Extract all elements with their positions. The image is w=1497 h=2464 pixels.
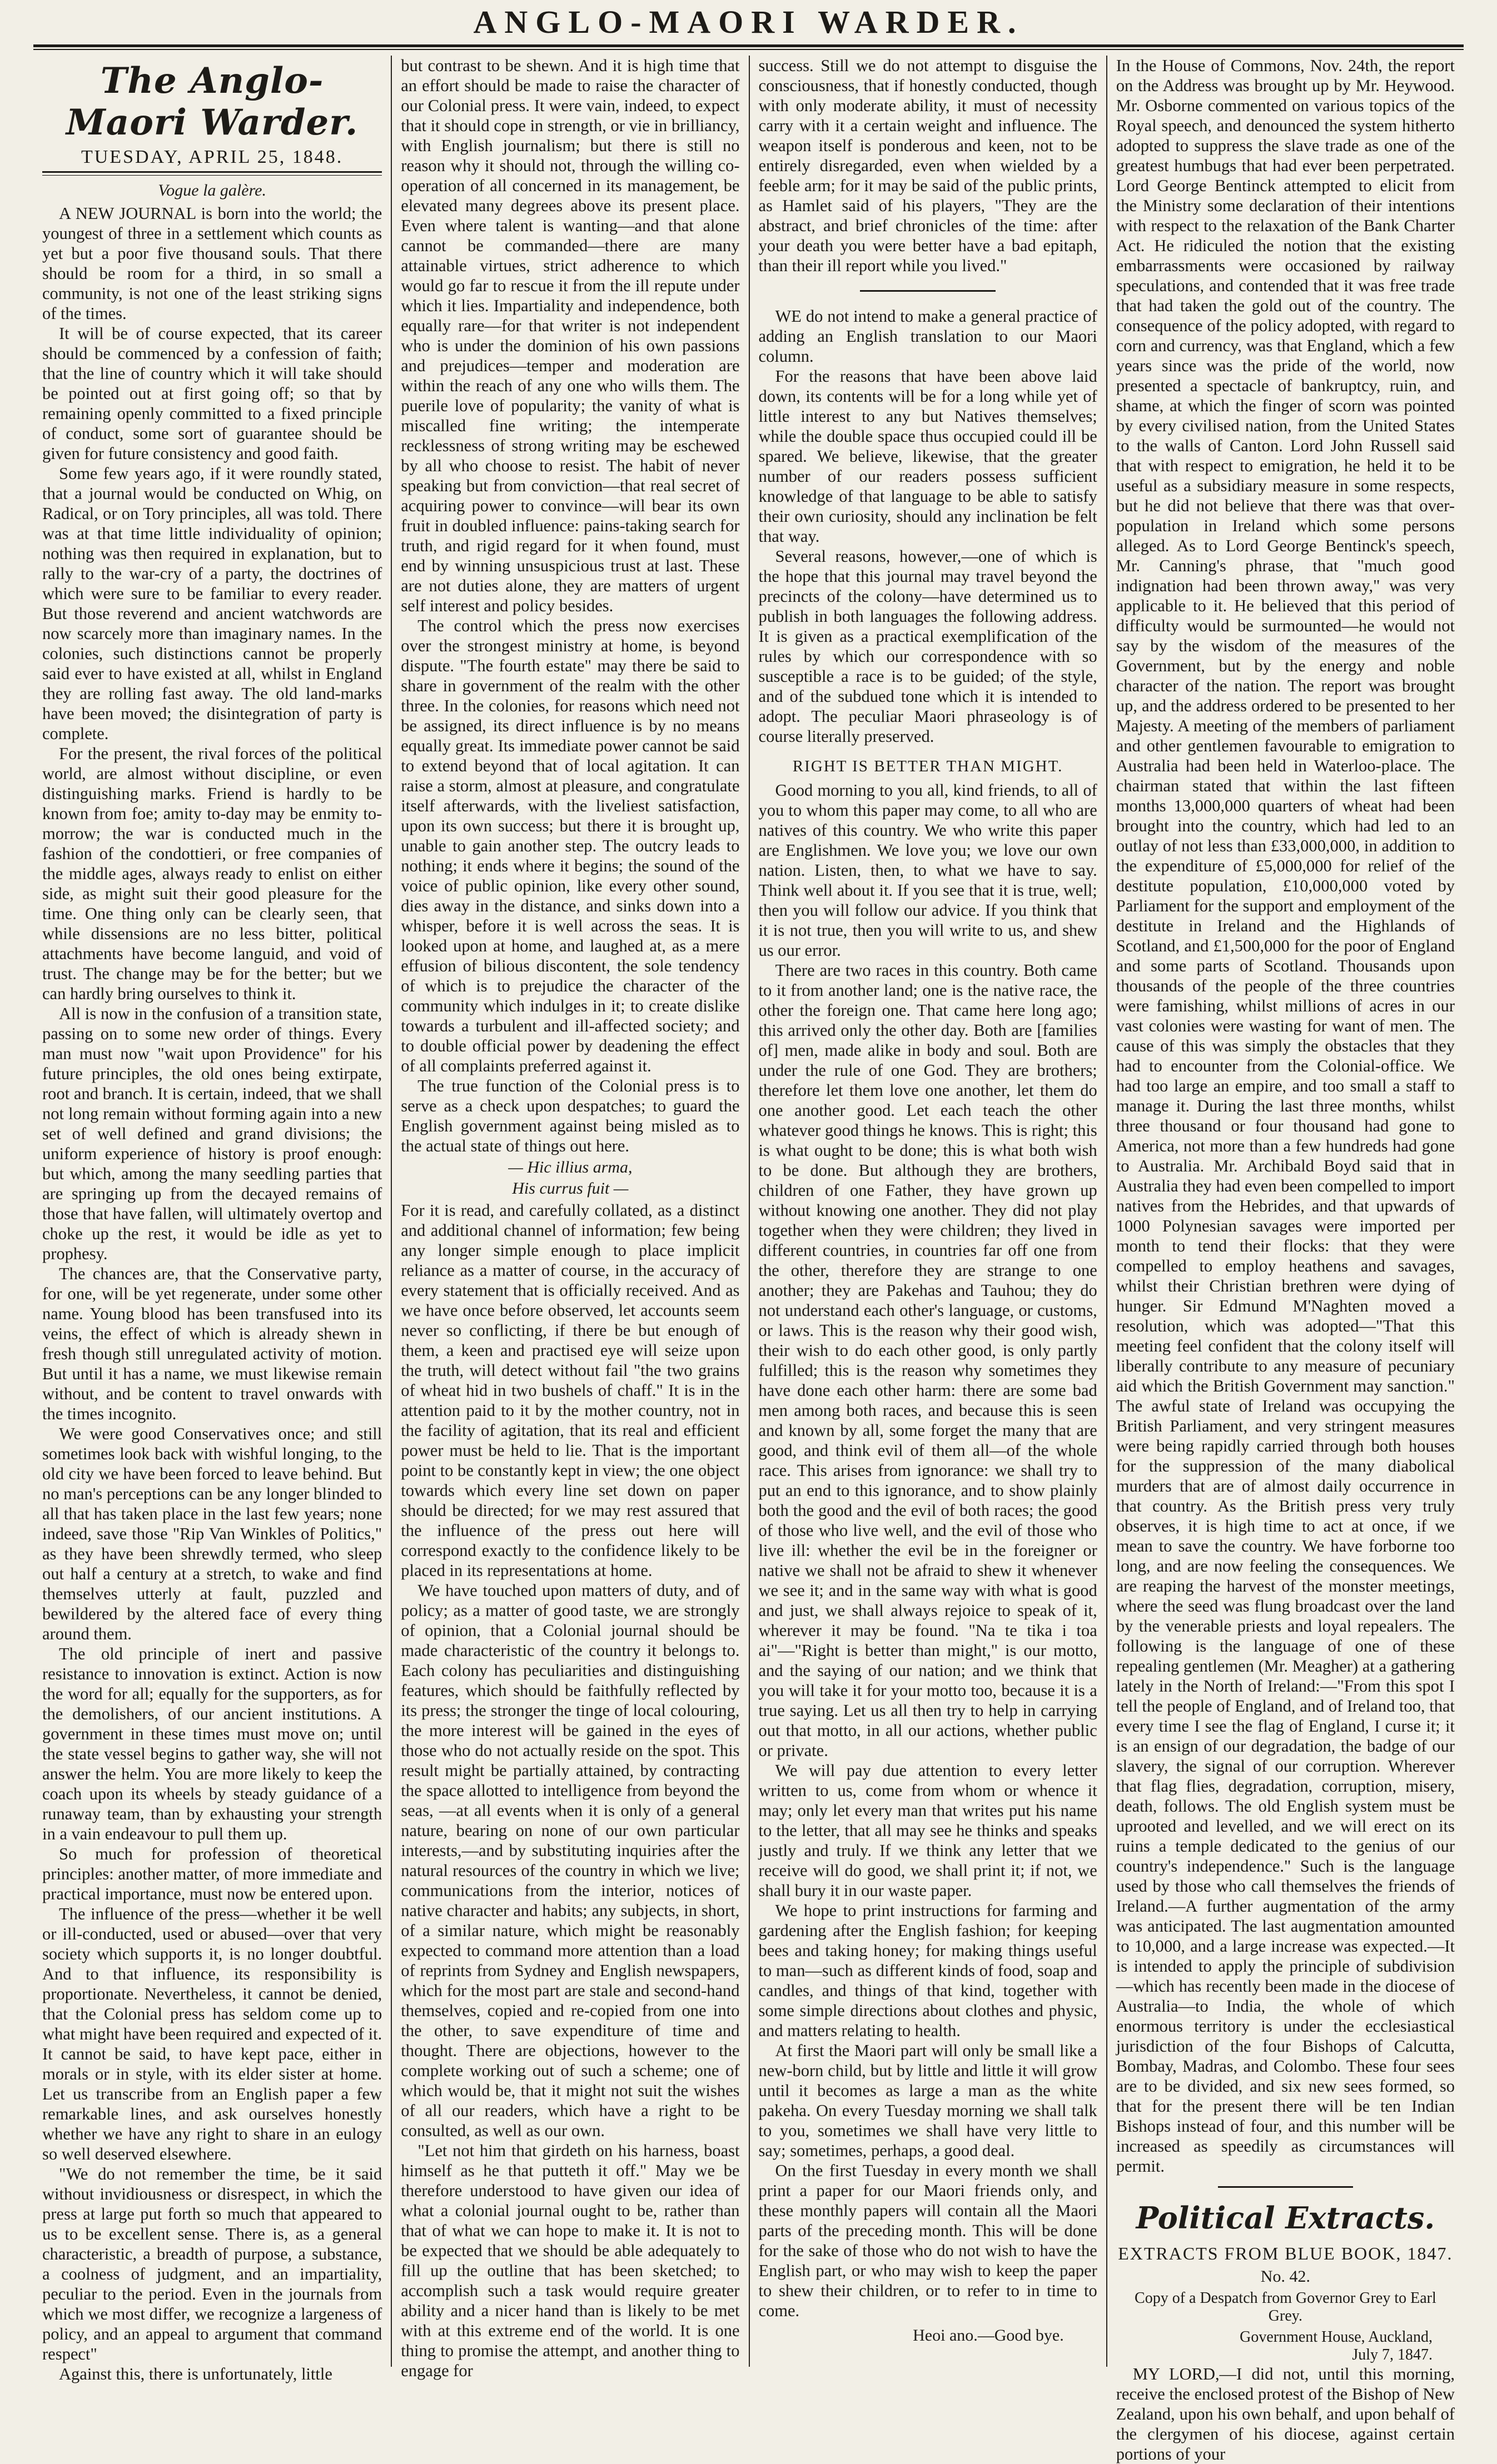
paragraph: "Let not him that girdeth on his harness, boast himself as he that putteth it off." May we be therefore understood to have given our idea of what a colonial journal ought to be, rather than that of what we can hope to make it. It is not to be expected that we should be able adequately to fill up the outline that has been sketched; to accomplish such a task would require greater ability and a nicer hand than is likely to be met with at this extreme end of the world. It is one thing to promise the attempt, and another thing to engage for (401, 2141, 740, 2380)
paragraph: So much for profession of theoretical principles: another matter, of more immediate and practical importance, must now be entered upon. (42, 1844, 382, 1903)
paragraph: All is now in the confusion of a transition state, passing on to some new order of things. Every man must now "wait upon Providence" for his future principles, the old ones being extirpate, root and branch. It is certain, indeed, that we shall not long remain without forming again into a new set of well defined and grand divisions; the uniform experience of history is proof enough: but which, among the many seedling parties that are springing up from the decayed remains of those that have fallen, will ultimately overtop and choke up the rest, it would be idle as yet to prophesy. (42, 1004, 382, 1263)
paragraph: "We do not remember the time, be it said without invidiousness or disrespect, in which the press at large put forth so much that appeared to us to be excellent sense. There is, as a general characteristic, a breadth of purpose, a substance, a coolness of judgment, and an impartiality, peculiar to the period. Even in the journals from which we most differ, we recognize a largeness of policy, and an appeal to argument that command respect" (42, 2164, 382, 2363)
paragraph: The true function of the Colonial press is to serve as a check upon despatches; to guard the English government against being misled as to the actual state of things out here. (401, 1076, 740, 1155)
document-date: July 7, 1847. (1352, 2346, 1433, 2363)
column-1 (33, 56, 391, 2383)
paragraph: The control which the press now exercises over the strongest ministry at home, is beyond dispute. "The fourth estate" may there be said to share in government of the realm with the other three. In the colonies, for reasons which need not be assigned, its direct influence is by no means equally great. Its immediate power cannot be said to extend beyond that of local agitation. It can raise a storm, almost at pleasure, and congratulate itself afterwards, with the liveliest satisfaction, upon its own success; but there it is brought up, unable to gain another step. The outcry leads to nothing; it ends where it begins; the sound of the voice of public opinion, like every other sound, dies away in the distance, and sinks down into a whisper, before it is well across the seas. It is looked upon at home, and laughed at, as a mere effusion of bilious discontent, the sole tendency of which is to prejudice the character of the community which indulges in it; to create dislike towards a turbulent and ill-affected society; and to double official power by deadening the effect of all complaints preferred against it. (401, 616, 740, 1075)
paragraph: A NEW JOURNAL is born into the world; the youngest of three in a settlement which counts as yet but a poor five thousand souls. That there should be room for a third, in so small a community, is not one of the least striking signs of the times. (42, 204, 382, 323)
document-description: Copy of a Despatch from Governor Grey to Earl Grey. (1135, 2290, 1436, 2325)
paragraph: We will pay due attention to every letter written to us, come from whom or whence it may; only let every man that writes put his name to the letter, that all may see he thinks and speaks justly and truly. If we think any letter that we receive will do good, we shall print it; if not, we shall bury it in our waste paper. (758, 1761, 1097, 1900)
paragraph: We hope to print instructions for farming and gardening after the English fashion; for keeping bees and taking honey; for making things useful to man—such as different kinds of food, soap and candles, and things of that kind, together with some simple directions about clothes and physic, and matters relating to health. (758, 1901, 1097, 2040)
paragraph: The old principle of inert and passive resistance to innovation is extinct. Action is now the word for all; equally for the supporters, as for the demolishers, of our ancient institutions. A government in these times must move on; until the state vessel begins to gather way, she will not answer the helm. You are more likely to keep the coach upon its wheels by steady guidance of a runaway team, than by exhausting your strength in a vain endeavour to pull them up. (42, 1644, 382, 1843)
paragraph: The influence of the press—whether it be well or ill-conducted, used or abused—over that very society which supports it, is no longer doubtful. And to that influence, its responsibility is proportionate. Nevertheless, it cannot be denied, that the Colonial press has seldom come up to what might have been required and expected of it. It cannot be said, to have kept pace, either in morals or in style, with its elder sister at home. Let us transcribe from an English paper a few remarkable lines, and ask ourselves honestly whether we have any right to share in an eulogy so well deserved elsewhere. (42, 1904, 382, 2163)
running-header: ANGLO-MAORI WARDER. (473, 4, 1024, 40)
issue-date: TUESDAY, APRIL 25, 1848. (81, 147, 344, 167)
header-rule (33, 44, 1464, 50)
paragraph: On the first Tuesday in every month we shall print a paper for our Maori friends only, and these monthly papers will contain all the Maori parts of the preceding month. This will be done for the sake of those who do not wish to have the English part, or who may wish to keep the paper to shew their children, or to refer to in time to come. (758, 2161, 1097, 2320)
paragraph: Some few years ago, if it were roundly stated, that a journal would be conducted on Whig, on Radical, or on Tory principles, all was told. There was at that time little individuality of opinion; nothing was then required in explanation, but to rally to the war-cry of a party, the doctrines of which were sure to be familiar to every reader. But those reverend and ancient watchwords are now scarcely more than imaginary names. In the colonies, such distinctions cannot be properly said ever to have existed at all, whilst in England they are rolling fast away. The old land-marks have been moved; the disintegration of party is complete. (42, 464, 382, 743)
document-address: Government House, Auckland, (1240, 2328, 1433, 2346)
section-divider (860, 290, 996, 292)
paragraph: For the reasons that have been above laid down, its contents will be for a long while yet of little interest to any but Natives themselves; while the double space thus occupied could ill be spared. We believe, likewise, that the greater number of our readers possess sufficient knowledge of that language to be able to satisfy their own curiosity, should any inclination be felt that way. (758, 367, 1097, 546)
paragraph: There are two races in this country. Both came to it from another land; one is the native race, the other the foreign one. That came here long ago; this arrived only the other day. Both are [families of] men, made alike in body and soul. Both are under the rule of one God. They are brothers; therefore let them love one another, let them do one another good. Let each teach the other whatever good things he knows. This is right; this is what ought to be done; this is what both wish to be done. But although they are brothers, children of one Father, they have grown up without knowing one another. They did not play together when they were children; they lived in different countries, in countries far off one from the other, therefore they are strange to one another; they are Pakehas and Tauhou; they do not understand each other's language, or customs, or laws. This is the reason why their good wish, their wish to do each other good, is only partly fulfilled; this is the reason why sometimes they have done each other harm: there are some bad men among both races, and because this is seen and known by all, some forget the many that are good, and think evil of them all—of the whole race. This arises from ignorance: we shall try to put an end to this ignorance, and to show plainly both the good and the evil of both races; the good of those who live well, and the evil of those who live ill: whether the evil be in the foreigner or native we shall not be afraid to shew it whenever we see it; and in the same way with what is good and just, we shall always rejoice to speak of it, wherever it may be found. "Na te tika i toa ai"—"Right is better than might," is our motto, and the saying of our nation; and we think that you will take it for your motto too, because it is a true saying. Let us all then try to help in carrying out that motto, in all our actions, whether public or private. (758, 961, 1097, 1760)
paragraph: Several reasons, however,—one of which is the hope that this journal may travel beyond the precincts of the colony—have determined us to publish in both languages the following address. It is given as a practical exemplification of the rules by which our correspondence with so susceptible a race is to be guided; of the style, and of the subdued tone which it is intended to adopt. The peculiar Maori phraseology is of course literally preserved. (758, 547, 1097, 746)
paragraph: At first the Maori part will only be small like a new-born child, but by little and little it will grow until it becomes as large a man as the white pakeha. On every Tuesday morning we shall talk to you, sometimes we shall have very little to say; sometimes, perhaps, a good deal. (758, 2041, 1097, 2160)
paragraph: In the House of Commons, Nov. 24th, the report on the Address was brought up by Mr. Heywood. Mr. Osborne commented on various topics of the Royal speech, and denounced the system hitherto adopted to suppress the slave trade as one of the greatest humbugs that had ever been perpetrated. Lord George Bentinck attempted to elicit from the Ministry some declaration of their intentions with respect to the relaxation of the Bank Charter Act. He ridiculed the notion that the existing embarrassments were occasioned by railway speculations, and contended that it was free trade that had taken the gold out of the country. The consequence of the policy adopted, with regard to corn and currency, was that England, which a few years since was the pride of the world, now presented a spectacle of bankruptcy, ruin, and shame, at which the finger of scorn was pointed by every civilised nation, from the United States to the walls of Canton. Lord John Russell said that with respect to emigration, he held it to be useful as a subsidiary measure in some respects, but he did not believe that there was that over-population in Ireland which some persons alleged. As to Lord George Bentinck's speech, Mr. Canning's phrase, that "much good indignation had been thrown away," was very applicable to it. He believed that this period of difficulty would be surmounted—he would not say by the wisdom of the measures of the Government, but by the energy and noble character of the nation. The report was brought up, and the address ordered to be presented to her Majesty. A meeting of the members of parliament and other gentlemen favourable to emigration to Australia had been held in Waterloo-place. The chairman stated that within the last fifteen months 13,000,000 quarters of wheat had been brought into the country, which had led to an outlay of not less than £33,000,000, in addition to the expenditure of £5,000,000 for relief of the destitute population, £10,000,000 voted by Parliament for the support and employment of the destitute in Ireland and the Highlands of Scotland, and £1,500,000 for the poor of England and some parts of Scotland. Thousands upon thousands of the people of the three countries were famishing, whilst millions of acres in our vast colonies were wasting for want of men. The cause of this was simply the obstacles that they had to encounter from the Colonial-office. We had too large an empire, and too small a staff to manage it. During the last three months, whilst three thousand or four thousand had gone to America, not more than a few hundreds had gone to Australia. Mr. Archibald Boyd said that in Australia they had even been compelled to import natives from the Hebrides, and that upwards of 1000 Polynesian savages were imported per month to tend their flocks: that they were compelled to employ heathens and savages, whilst their Christian brethren were dying of hunger. Sir Edmund M'Naghten moved a resolution, which was adopted—"That this meeting feel confident that the colony itself will liberally contribute to any measure of pecuniary aid which the British Government may sanction." The awful state of Ireland was occupying the British Parliament, and very stringent measures were being rapidly carried through both houses for the suppression of the many diabolical murders that are of almost daily occurrence in that country. As the British press very truly observes, it is high time to act at once, if we mean to save the country. We have forborne too long, and are now feeling the consequences. We are reaping the harvest of the monster meetings, where the seed was flung broadcast over the land by the venerable priests and loyal repealers. The following is the language of one of these repealing gentlemen (Mr. Meagher) at a gathering lately in the North of Ireland:—"From this spot I tell the people of England, and of Ireland too, that every time I see the flag of England, I curse it; it is an ensign of our degradation, the badge of our slavery, the signal of our corruption. Wherever that flag flies, degradation, corruption, misery, death, follows. The old English system must be uprooted and levelled, and we will erect on its ruins a temple dedicated to the genius of our country's independence." Such is the language used by those who call themselves the friends of Ireland.—A further augmentation of the army was anticipated. The last augmentation amounted to 10,000, and a large increase was expected.—It is intended to apply the principle of subdivision—which has recently been made in the diocese of Australia—to India, the whole of which enormous territory is under the ecclesiastical jurisdiction of the four Bishops of Calcutta, Bombay, Madras, and Colombo. These four sees are to be divided, and six new sees formed, so that for the present there will be ten Indian Bishops instead of four, and this number will be increased as speedily as circumstances will permit. (1116, 56, 1455, 2176)
column-1-body (42, 203, 382, 2384)
latin-quote-line: His currus fuit — (512, 1179, 629, 1198)
document-number: No. 42. (1260, 2267, 1310, 2286)
section-heading: Political Extracts. (1136, 2200, 1435, 2236)
paragraph: Good morning to you all, kind friends, to all of you to whom this paper may come, to all who are natives of this country. We who write this paper are Englishmen. We love you; we love our own nation. Listen, then, to what we have to say. Think well about it. If you see that it is true, well; then you will follow our advice. If you think that it is not true, then you will write to us, and shew us our error. (758, 781, 1097, 960)
paragraph: success. Still we do not attempt to disguise the consciousness, that if honestly conducted, though with only moderate ability, it must of necessity carry with it a certain weight and influence. The weapon itself is ponderous and keen, not to be entirely disregarded, even when wielded by a feeble arm; for it may be said of the public prints, as Hamlet said of his players, "They are the abstract, and brief chronicles of the time: after your death you were better have a bad epitaph, than their ill report while you lived." (758, 56, 1097, 275)
paragraph: It will be of course expected, that its career should be commenced by a confession of faith; that the line of country which it will take should be pointed out at first going off; so that by remaining openly committed to a fixed principle of conduct, some sort of guarantee should be given for future consistency and good faith. (42, 324, 382, 463)
motto: Vogue la galère. (158, 181, 266, 199)
paper-title: The Anglo-Maori Warder. (66, 60, 359, 143)
column-3 (749, 56, 1106, 2367)
signoff: Heoi ano.—Good bye. (913, 2326, 1064, 2345)
extract-title: EXTRACTS FROM BLUE BOOK, 1847. (1118, 2243, 1453, 2263)
paragraph: We were good Conservatives once; and still sometimes look back with wishful longing, to the old city we have been forced to leave behind. But no man's perceptions can be any longer blinded to all that has taken place in the last few years; none indeed, save those "Rip Van Winkles of Politics," as they have been shrewdly termed, who sleep out half a century at a stretch, to wake and find themselves utterly at fault, puzzled and bewildered by the altered face of every thing around them. (42, 1424, 382, 1643)
paragraph: For it is read, and carefully collated, as a distinct and additional channel of information; few being any longer simple enough to place implicit reliance as a matter of course, in the accuracy of every statement that is officially received. And as we have once before observed, let accounts seem never so conflicting, if there be but enough of them, a keen and practised eye will seize upon the truth, will detect without fail "the two grains of wheat hid in two bushels of chaff." It is in the attention paid to it by the mother country, not in the facility of agitation, that its real and efficient power must be held to lie. That is the important point to be constantly kept in view; the one object towards which every line set down on paper should be directed; for we may rest assured that the influence of the press out here will correspond exactly to the confidence likely to be placed in its representations at home. (401, 1201, 740, 1580)
article-heading: RIGHT IS BETTER THAN MIGHT. (792, 757, 1063, 775)
paragraph: Against this, there is unfortunately, little (59, 2365, 332, 2383)
paragraph: but contrast to be shewn. And it is high time that an effort should be made to raise the character of our Colonial press. It were vain, indeed, to expect that it should cope in strength, or vie in brilliancy, with English journalism; but there is still no reason why it should not, through the willing co-operation of all concerned in its management, be elevated many degrees above its present place. Even where talent is wanting—and that alone cannot be commanded—there are many attainable virtues, strict adherence to which would go far to rescue it from the ill repute under which it lies. Impartiality and independence, both equally rare—for that writer is not independent who is under the dominion of his own passions and prejudices—temper and moderation are within the reach of any one who wills them. The puerile love of popularity; the vanity of what is miscalled fine writing; the intemperate recklessness of strong writing may be eschewed by all who choose to resist. The habit of never speaking but from conviction—that real secret of acquiring power to convince—will bear its own fruit in doubled influence: pains-taking search for truth, and rigid regard for it when found, must end by winning unsuspicious trust at last. These are not duties alone, they are matters of urgent self interest and policy besides. (401, 56, 740, 615)
paragraph: WE do not intend to make a general practice of adding an English translation to our Maori column. (758, 307, 1097, 366)
paragraph: The chances are, that the Conservative party, for one, will be yet regenerate, under some other name. Young blood has been transfused into its veins, the effect of which is already shewn in fresh though still unregulated activity of motion. But until it has a name, we must likewise remain without, and be content to travel onwards with the times incognito. (42, 1264, 382, 1423)
column-4 (1106, 56, 1464, 2463)
column-2 (391, 56, 748, 2380)
paragraph: We have touched upon matters of duty, and of policy; as a matter of good taste, we are strongly of opinion, that a Colonial journal should be made characteristic of the country it belongs to. Each colony has peculiarities and distinguishing features, which should be faithfully reflected by its press; the stronger the tinge of local colouring, the more interest will be gained in the eyes of those who do not actually reside on the spot. This result might be partially attained, by contracting the space allotted to intelligence from beyond the seas, —at all events when it is only of a general nature, bearing on none of our own particular interests,—and by substituting inquiries after the natural resources of the country in which we live; communications from the interior, notices of native character and habits; any subjects, in short, of a similar nature, which might be reasonably expected to command more attention than a load of reprints from Sydney and English newspapers, which for the most part are stale and second-hand themselves, copied and re-copied from one into the other, to save expenditure of time and thought. There are objections, however to the complete working out of such a scheme; one of which would be, that it might not suit the wishes of all our readers, which have a right to be consulted, as well as our own. (401, 1581, 740, 2140)
latin-quote-line: — Hic illius arma, (508, 1158, 633, 1176)
columns (33, 56, 1464, 2463)
paragraph: MY LORD,—I did not, until this morning, receive the enclosed protest of the Bishop of New Zealand, upon his own behalf, and upon behalf of the clergymen of his diocese, against certain portions of your (1116, 2365, 1455, 2463)
title-rule (42, 171, 382, 176)
section-divider (1218, 2186, 1354, 2188)
paragraph: For the present, the rival forces of the political world, are almost without discipline, or even distinguishing marks. Friend is hardly to be known from foe; amity to-day may be enmity to-morrow; the war is conducted much in the fashion of the condottieri, or free companies of the middle ages, always ready to enlist on either side, as might suit their good pleasure for the time. One thing only can be clearly seen, that while dissensions are no less bitter, political attachments have become languid, and void of trust. The change may be for the better; but we can hardly bring ourselves to think it. (42, 744, 382, 1003)
